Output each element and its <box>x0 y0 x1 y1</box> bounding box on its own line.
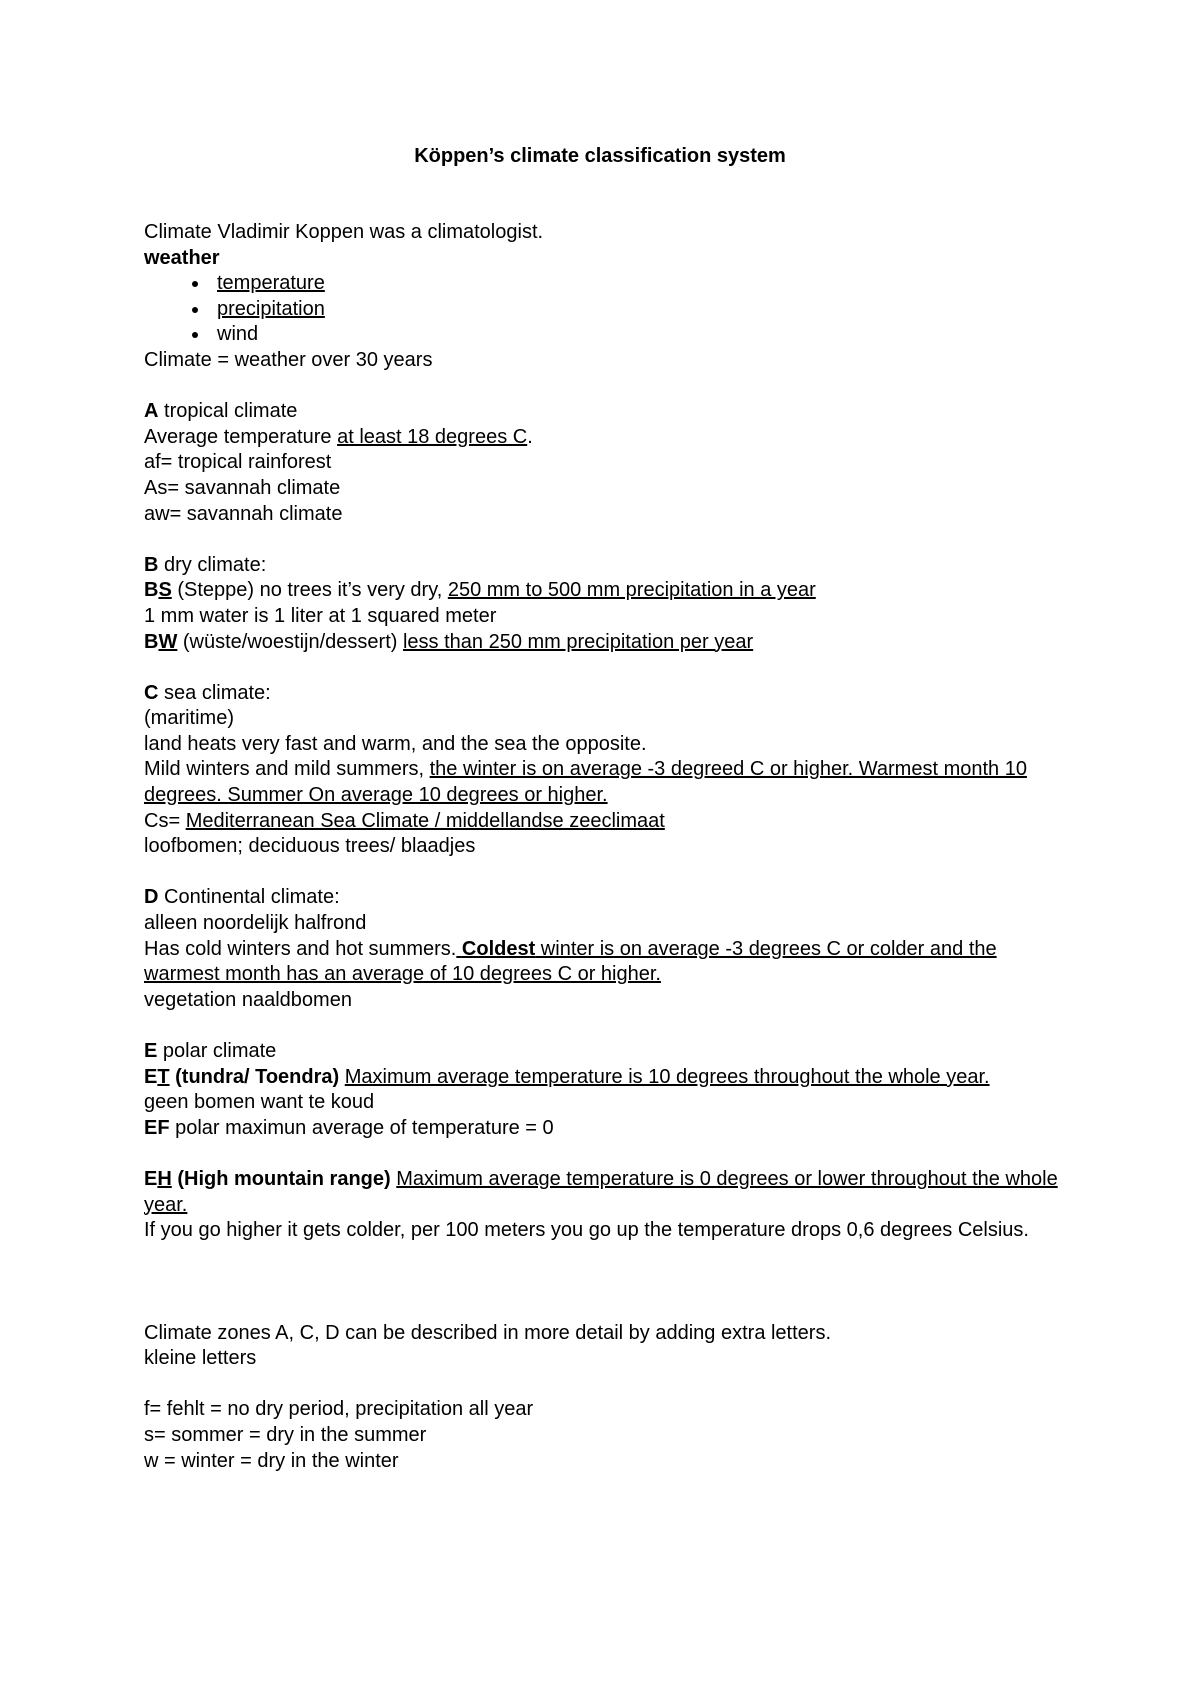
section-eh-higher: If you go higher it gets colder, per 100 meters you go up the temperature drops 0,6 degrees Celsius. <box>144 1219 1029 1242</box>
section-a-heading-text: tropical climate <box>158 400 298 423</box>
climate-definition: Climate = weather over 30 years <box>144 348 433 371</box>
section-d-cold-prefix: Has cold winters and hot summers. <box>144 937 457 960</box>
section-d-coldest: Coldest <box>461 937 536 960</box>
section-b-letter: B <box>144 553 159 576</box>
eh-code-h: H <box>157 1167 172 1190</box>
section-d-vegetation: vegetation naaldbomen <box>144 988 352 1011</box>
bullet-text-wind: wind <box>217 323 259 346</box>
section-c-cs-prefix: Cs= <box>144 809 186 832</box>
section-c-loof: loofbomen; deciduous trees/ blaadjes <box>144 835 476 858</box>
ef-text: polar maximun average of temperature = 0 <box>169 1116 554 1139</box>
bs-code-b: B <box>144 579 159 602</box>
section-e-geen: geen bomen want te koud <box>144 1091 375 1114</box>
eh-label: (High mountain range) <box>171 1167 391 1190</box>
bw-code <box>144 631 177 653</box>
bw-underlined: less than 250 mm precipitation per year <box>402 630 754 653</box>
section-a-heading <box>144 399 1064 425</box>
section-e-heading <box>144 1039 1064 1065</box>
page-title: Köppen’s climate classification system <box>414 145 786 167</box>
letter-s-line: s= sommer = dry in the summer <box>144 1423 427 1446</box>
bullet-text-precipitation: precipitation <box>217 297 325 320</box>
section-d-cold <box>144 937 1064 988</box>
letter-f-line: f= fehlt = no dry period, precipitation all year <box>144 1398 534 1421</box>
ef-label: EF <box>144 1116 170 1139</box>
section-e-heading-text: polar climate <box>157 1040 277 1062</box>
section-b-bw <box>144 630 1064 656</box>
section-d-cold-underlined: winter is on average -3 degrees C or colder and the warmest month has an average of 10 degrees C or higher. <box>144 937 997 986</box>
section-c-land: land heats very fast and warm, and the sea the opposite. <box>144 732 647 755</box>
section-c-letter: C <box>144 681 159 704</box>
et-code <box>144 1066 339 1088</box>
bs-code <box>144 579 172 601</box>
section-a-aw: aw= savannah climate <box>144 502 343 525</box>
section-d-heading-text: Continental climate: <box>158 886 340 909</box>
bw-code-b: B <box>144 630 159 653</box>
document-body <box>144 220 1064 1474</box>
weather-bullet-list <box>144 271 1064 348</box>
section-c-mild-prefix: Mild winters and mild summers, <box>144 758 430 781</box>
eh-code-e: E <box>144 1167 158 1190</box>
section-a-as: As= savannah climate <box>144 476 341 499</box>
section-c-maritime: (maritime) <box>144 707 234 730</box>
bw-text: (wüste/woestijn/dessert) <box>177 630 403 653</box>
bullet-item-temperature <box>192 271 1064 297</box>
section-eh <box>144 1167 1064 1218</box>
bullet-item-wind <box>192 322 1064 348</box>
section-d-heading <box>144 885 1064 911</box>
bs-underlined: 250 mm to 500 mm precipitation in a year <box>447 579 816 602</box>
bs-code-s: S <box>158 579 172 602</box>
weather-heading <box>144 246 1064 272</box>
section-a-af: af= tropical rainforest <box>144 451 332 474</box>
eh-code <box>144 1168 391 1190</box>
section-a-average-suffix: . <box>527 425 533 448</box>
section-b-bs <box>144 578 1064 604</box>
bs-text: (Steppe) no trees it’s very dry, <box>171 579 448 602</box>
section-c-mild-underlined: the winter is on average -3 degreed C or higher. Warmest month 10 degrees. Summer On average 10 degrees or higher. <box>144 758 1027 807</box>
section-b-mm: 1 mm water is 1 liter at 1 squared meter <box>144 604 497 627</box>
et-code-e: E <box>144 1065 158 1088</box>
section-e-letter: E <box>144 1040 158 1062</box>
section-c-cs <box>144 809 1064 835</box>
letter-w-line: w = winter = dry in the winter <box>144 1449 399 1472</box>
bullet-text-temperature: temperature <box>217 272 325 295</box>
intro-line: Climate Vladimir Koppen was a climatologist. <box>144 221 544 243</box>
eh-underlined: Maximum average temperature is 0 degrees or lower throughout the whole year. <box>144 1167 1058 1216</box>
section-b-heading-text: dry climate: <box>158 553 267 576</box>
section-a-average-underlined: at least 18 degrees C <box>337 425 528 448</box>
section-c-cs-underlined: Mediterranean Sea Climate / middellandse zeeclimaat <box>185 809 665 832</box>
section-e-ef <box>144 1116 1064 1142</box>
section-e-et <box>144 1065 1064 1091</box>
section-d-alleen: alleen noordelijk halfrond <box>144 912 367 935</box>
section-a-letter: A <box>144 400 159 423</box>
et-underlined: Maximum average temperature is 10 degrees throughout the whole year. <box>344 1065 990 1088</box>
section-d-letter: D <box>144 886 159 909</box>
et-code-t: T <box>157 1065 170 1088</box>
section-c-heading <box>144 681 1064 707</box>
section-a-average-prefix: Average temperature <box>144 425 338 448</box>
section-b-heading <box>144 553 1064 579</box>
bw-code-w: W <box>158 630 178 653</box>
section-a-average <box>144 425 1064 451</box>
section-c-heading-text: sea climate: <box>158 681 271 704</box>
bullet-item-precipitation <box>192 297 1064 323</box>
section-c-mild <box>144 757 1064 808</box>
zones-line: Climate zones A, C, D can be described in more detail by adding extra letters. <box>144 1321 832 1344</box>
et-label: (tundra/ Toendra) <box>169 1065 340 1088</box>
kleine-letters-line: kleine letters <box>144 1347 257 1370</box>
weather-label: weather <box>144 246 220 269</box>
